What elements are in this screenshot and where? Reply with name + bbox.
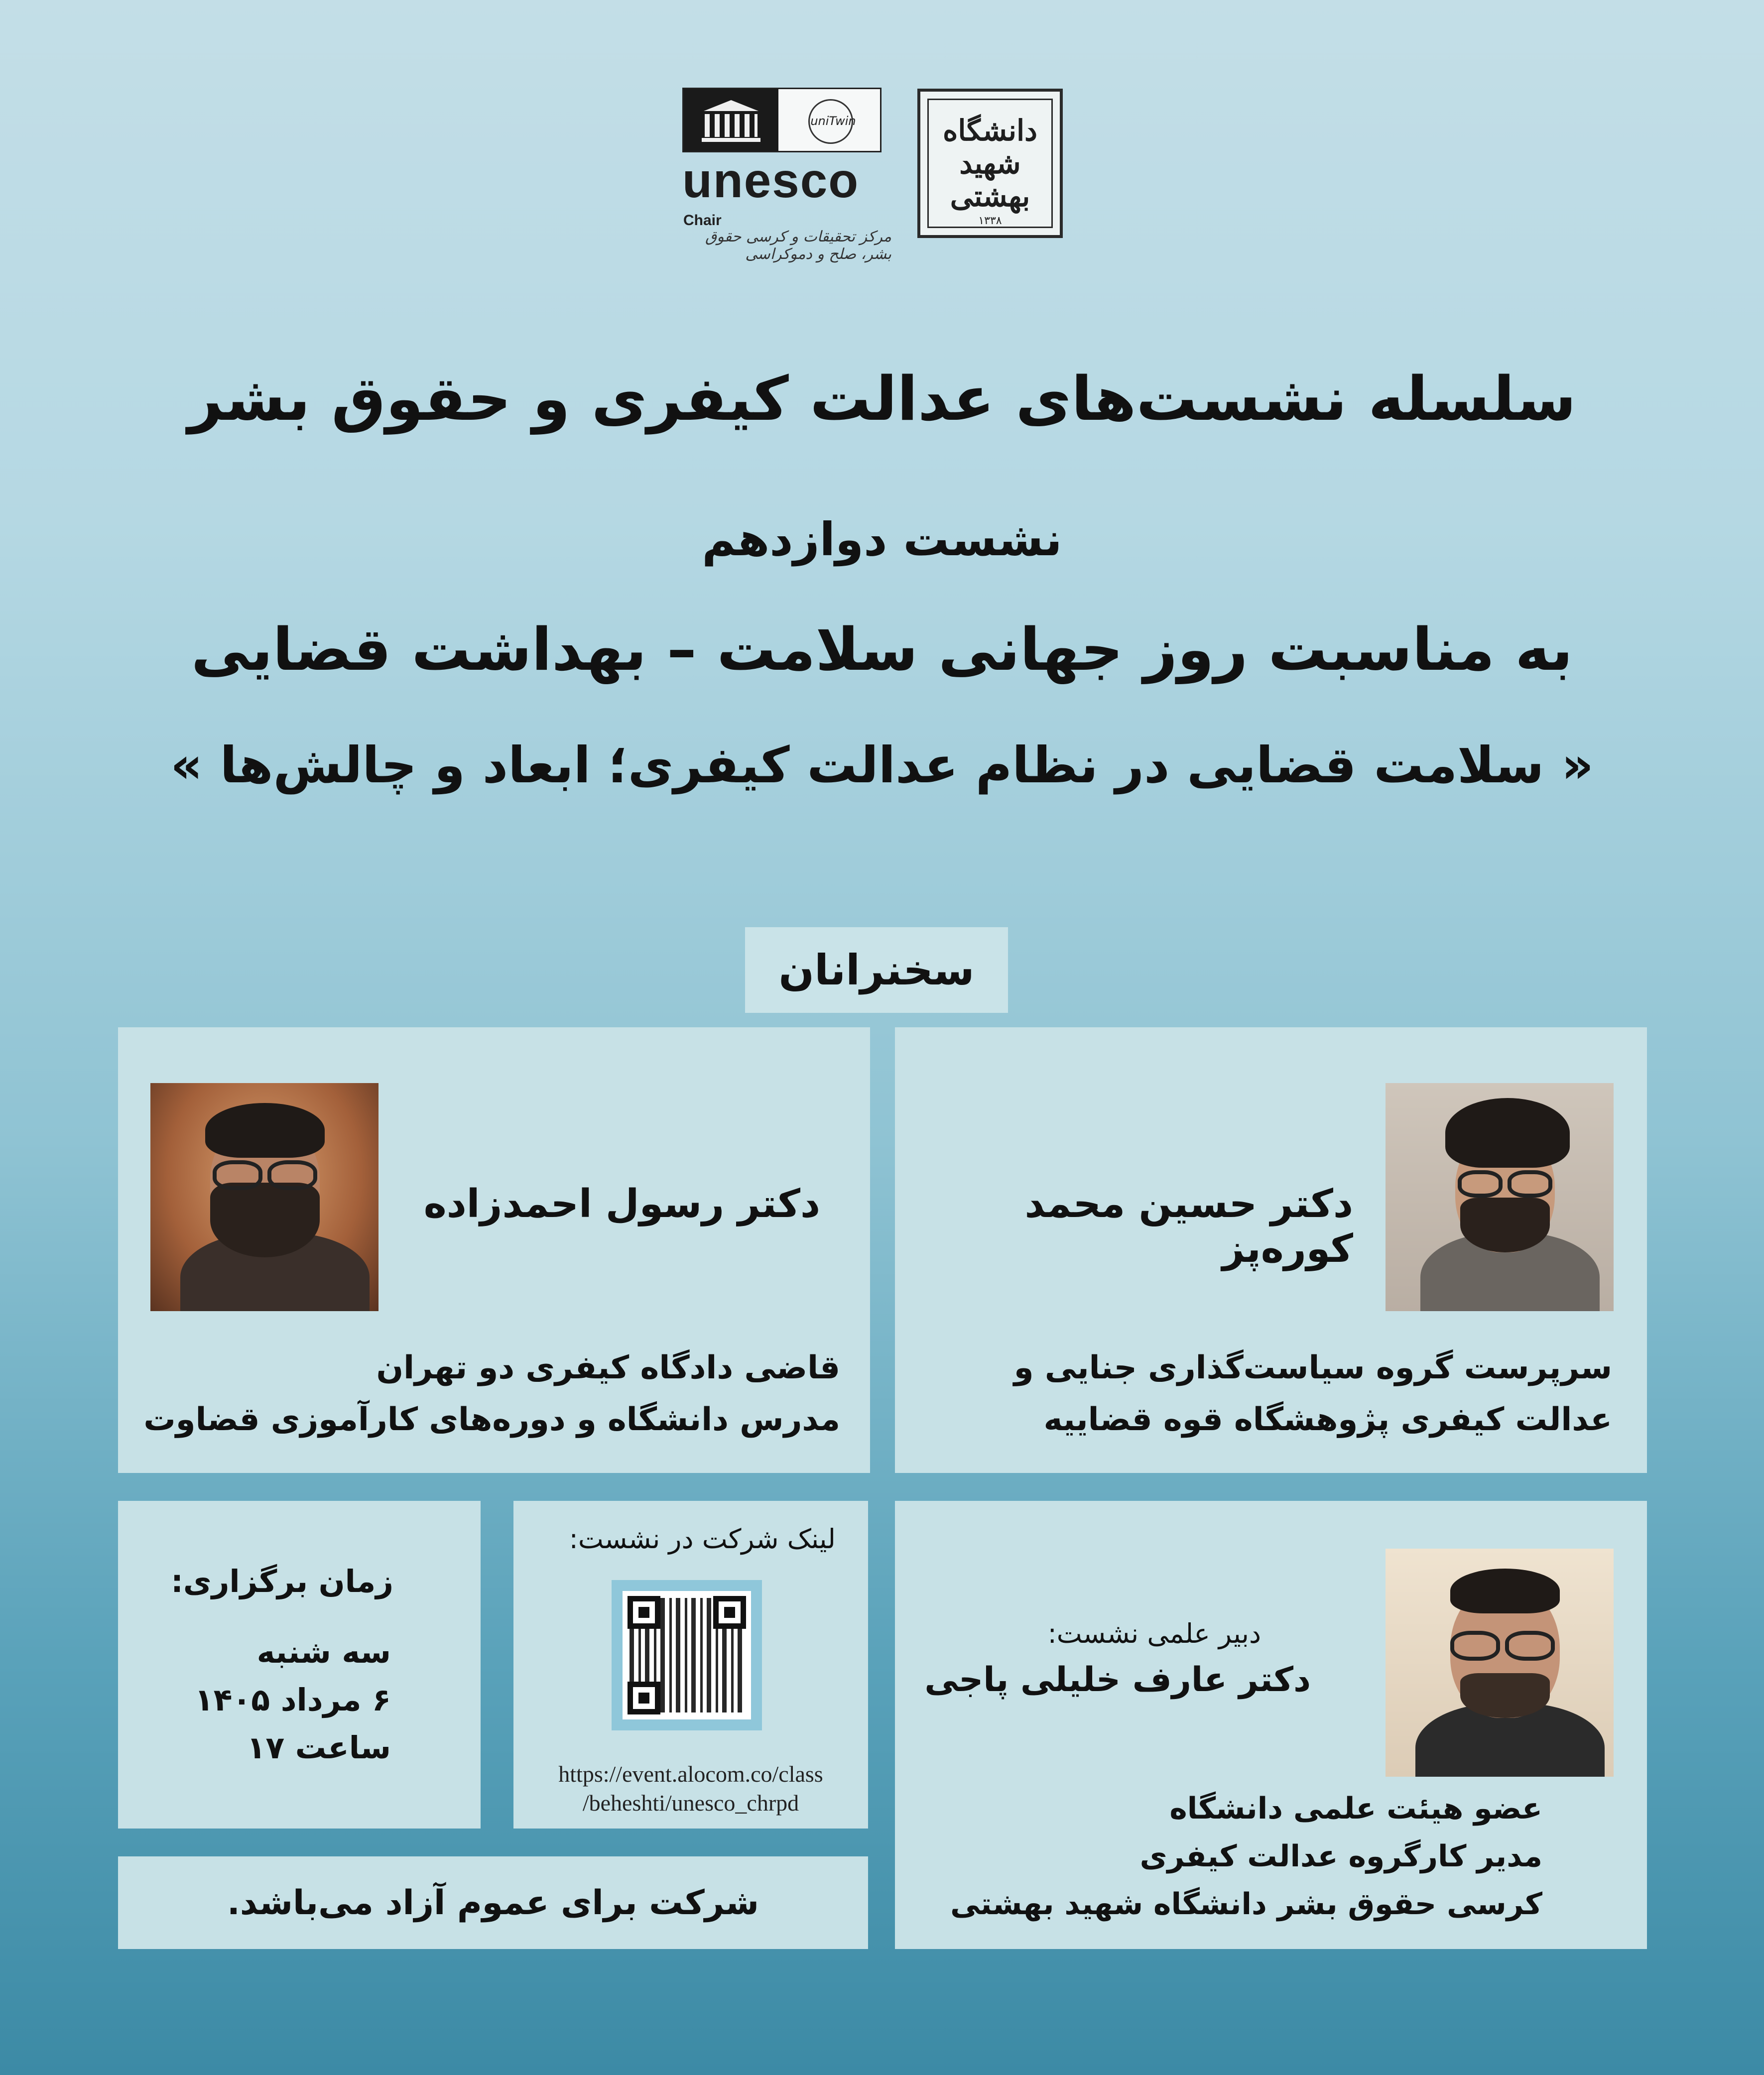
session-number: نشست دوازدهم <box>702 513 1062 566</box>
event-hour: ساعت ۱۷ <box>247 1729 391 1766</box>
seal-line-3: بهشتی <box>950 179 1030 213</box>
speaker-2-desc-line-2: مدرس دانشگاه و دوره‌های کارآموزی قضاوت <box>143 1401 840 1438</box>
event-time-label: زمان برگزاری: <box>171 1563 393 1599</box>
speaker-2-desc-line-1: قاضی دادگاه کیفری دو تهران <box>376 1349 840 1386</box>
speaker-1-desc-line-1: سرپرست گروه سیاست‌گذاری جنایی و <box>1013 1349 1612 1386</box>
speakers-label: سخنرانان <box>745 927 1008 1013</box>
unesco-center-subtitle: مرکز تحقیقات و کرسی حقوق بشر، صلح و دموکراسی <box>705 228 891 263</box>
speaker-card-2 <box>118 1027 870 1473</box>
speaker-card-1 <box>895 1027 1647 1473</box>
unesco-wordmark: unesco <box>682 153 860 208</box>
event-date: ۶ مرداد ۱۴۰۵ <box>194 1682 391 1718</box>
join-link-url[interactable] <box>513 1760 868 1818</box>
unesco-emblem-box <box>682 88 882 152</box>
seal-line-2: شهید <box>959 146 1021 180</box>
qr-code-icon[interactable] <box>612 1580 762 1730</box>
speaker-1-desc-line-2: عدالت کیفری پژوهشگاه قوه قضاییه <box>1043 1401 1612 1438</box>
speaker-2-photo <box>150 1083 378 1311</box>
join-link-url-line-1[interactable]: https://event.alocom.co/class <box>558 1761 823 1787</box>
speaker-2-name: دکتر رسول احمدزاده <box>423 1182 820 1226</box>
seal-line-1: دانشگاه <box>943 114 1037 147</box>
series-title: سلسله نشست‌های عدالت کیفری و حقوق بشر <box>188 364 1576 434</box>
join-link-url-line-2[interactable]: /beheshti/unesco_chrpd <box>582 1790 799 1816</box>
speaker-1-name: دکتر حسین محمد کوره‌پز <box>1024 1182 1353 1271</box>
secretary-name: دکتر عارف خلیلی پاجی <box>924 1660 1311 1700</box>
occasion-title: به مناسبت روز جهانی سلامت – بهداشت قضایی <box>191 615 1573 684</box>
session-topic: « سلامت قضایی در نظام عدالت کیفری؛ ابعاد و چالش‌ها » <box>170 736 1594 794</box>
unitwin-label: uniTwin <box>810 114 856 128</box>
join-link-label: لینک شرکت در نشست: <box>569 1523 836 1555</box>
secretary-desc-line-3: کرسی حقوق بشر دانشگاه شهید بهشتی <box>950 1887 1542 1922</box>
secretary-desc-line-1: عضو هیئت علمی دانشگاه <box>1169 1791 1542 1826</box>
unesco-temple-icon <box>684 89 778 151</box>
event-day: سه شنبه <box>256 1634 391 1670</box>
scientific-secretary-card <box>895 1501 1647 1949</box>
public-access-note: شرکت برای عموم آزاد می‌باشد. <box>118 1856 868 1949</box>
event-time-card <box>118 1501 481 1829</box>
seal-year: ۱۳۳۸ <box>978 215 1002 227</box>
secretary-role: دبیر علمی نشست: <box>1047 1618 1261 1649</box>
unesco-chair-label: Chair <box>683 212 722 229</box>
secretary-desc-line-2: مدیر کارگروه عدالت کیفری <box>1139 1839 1542 1874</box>
unesco-chair-logo <box>682 88 891 263</box>
shahid-beheshti-university-seal <box>917 89 1063 238</box>
speaker-1-photo <box>1386 1083 1614 1311</box>
secretary-photo <box>1386 1549 1614 1777</box>
